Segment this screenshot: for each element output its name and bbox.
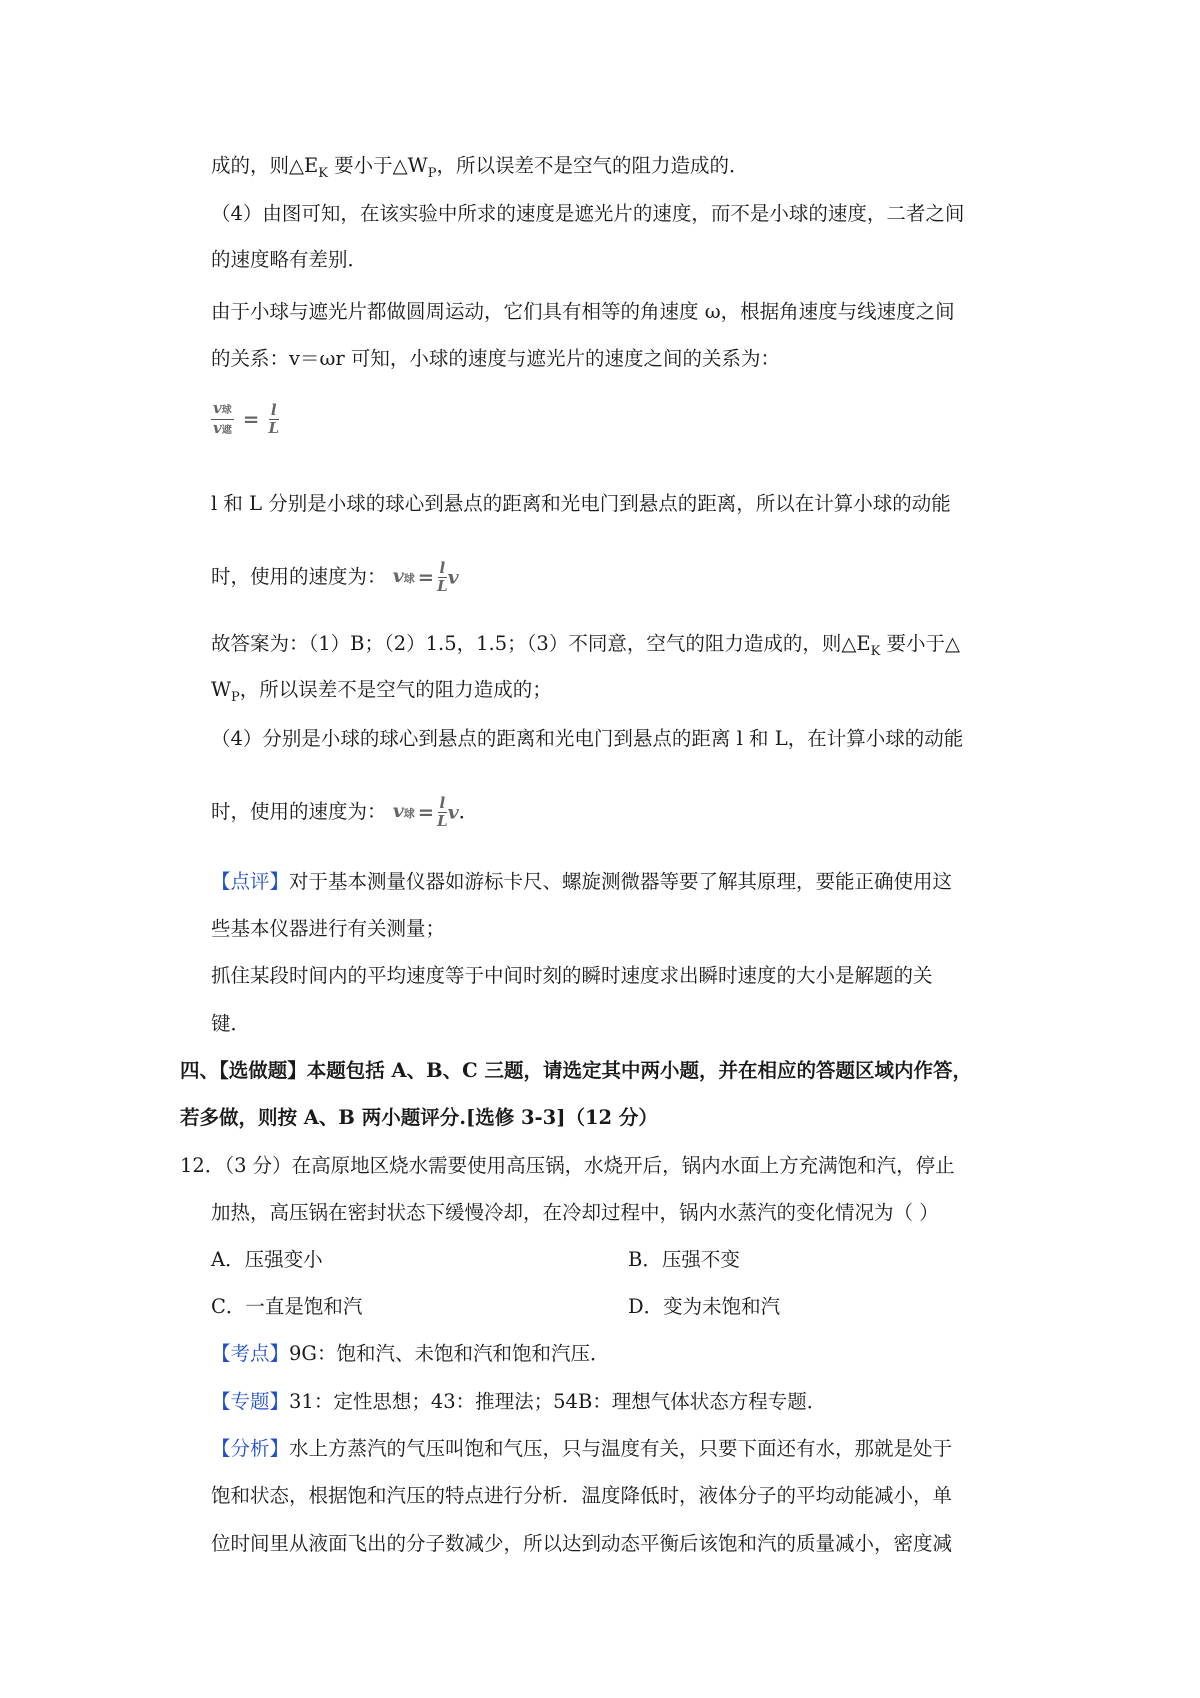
fraction: $\frac{l}{L}$ — [437, 559, 448, 595]
option-a: A．压强变小 — [211, 1248, 323, 1271]
text-line: 的速度略有差别． — [211, 248, 368, 271]
fraction-right: $\frac{l}{L}$ — [268, 401, 280, 437]
section-heading: 若多做，则按 A、B 两小题评分.[选修 3-3]（12 分） — [180, 1106, 658, 1129]
text-line: 的关系：v＝ωr 可知，小球的速度与遮光片的速度之间的关系为： — [211, 347, 780, 370]
analysis-line: 【分析】水上方蒸汽的气压叫饱和气压，只与温度有关，只要下面还有水，那就是处于 — [211, 1437, 953, 1460]
topic-line: 【专题】31：定性思想；43：推理法；54B：理想气体状态方程专题． — [211, 1390, 827, 1413]
knowledge-point-tag: 【考点】 — [211, 1342, 290, 1365]
text-line: 由于小球与遮光片都做圆周运动，它们具有相等的角速度 ω，根据角速度与线速度之间 — [211, 300, 955, 323]
text-line: 些基本仪器进行有关测量； — [211, 917, 446, 940]
text-line: 饱和状态，根据饱和汽压的特点进行分析．温度降低时，液体分子的平均动能减小，单 — [211, 1484, 953, 1507]
velocity-formula: v球 — [392, 800, 415, 822]
text-line: 抓住某段时间内的平均速度等于中间时刻的瞬时速度求出瞬时速度的大小是解题的关 — [211, 964, 933, 987]
text-line: 成的，则$\triangle E_K$ 要小于$\triangle W_P$，所以误差不是空气的阻力造成的． — [211, 154, 749, 181]
text-line: 位时间里从液面飞出的分子数减少，所以达到动态平衡后该饱和汽的质量减小，密度减 — [211, 1532, 953, 1555]
comment-line: 【点评】对于基本测量仪器如游标卡尺、螺旋测微器等要了解其原理，要能正确使用这 — [211, 870, 953, 893]
section-heading: 四、【选做题】本题包括 A、B、C 三题，请选定其中两小题，并在相应的答题区域内作答， — [180, 1059, 972, 1082]
text-line: （4）由图可知，在该实验中所求的速度是遮光片的速度，而不是小球的速度，二者之间 — [211, 202, 965, 225]
answer-line: 故答案为：（1）B；（2）1.5，1.5；（3）不同意，空气的阻力造成的，则$\triangle E_K$ 要小于△ — [211, 632, 960, 659]
text-line: 时，使用的速度为： v球 = $\frac{l}{L}$ v — [211, 559, 459, 595]
comment-tag: 【点评】 — [211, 870, 290, 893]
analysis-tag: 【分析】 — [211, 1437, 290, 1460]
knowledge-point-line: 【考点】9G：饱和汽、未饱和汽和饱和汽压． — [211, 1342, 610, 1365]
topic-tag: 【专题】 — [211, 1390, 290, 1413]
text-line: （4）分别是小球的球心到悬点的距离和光电门到悬点的距离 l 和 L，在计算小球的动能 — [211, 727, 964, 750]
ratio-formula: $\frac{\text{v球}}{\text{v遮}}$ = $\frac{l}{L}$ — [213, 399, 280, 437]
fraction: $\frac{l}{L}$ — [437, 794, 448, 830]
text-line: 时，使用的速度为： v球 = $\frac{l}{L}$ v． — [211, 794, 479, 830]
option-c: C．一直是饱和汽 — [211, 1295, 363, 1318]
fraction-left: $\frac{\text{v球}}{\text{v遮}}$ — [213, 399, 232, 437]
text-line: 键． — [211, 1012, 251, 1035]
text-line: l 和 L 分别是小球的球心到悬点的距离和光电门到悬点的距离，所以在计算小球的动能 — [211, 492, 951, 515]
question-stem: 加热，高压锅在密封状态下缓慢冷却，在冷却过程中，锅内水蒸汽的变化情况为（ ） — [211, 1201, 939, 1224]
option-d: D．变为未饱和汽 — [628, 1295, 781, 1318]
question-stem: 12．（3 分）在高原地区烧水需要使用高压锅，水烧开后，锅内水面上方充满饱和汽，停止 — [180, 1154, 955, 1177]
text-line: $W_P$，所以误差不是空气的阻力造成的； — [211, 678, 552, 705]
option-b: B．压强不变 — [628, 1248, 740, 1271]
velocity-formula: v球 — [392, 565, 415, 587]
